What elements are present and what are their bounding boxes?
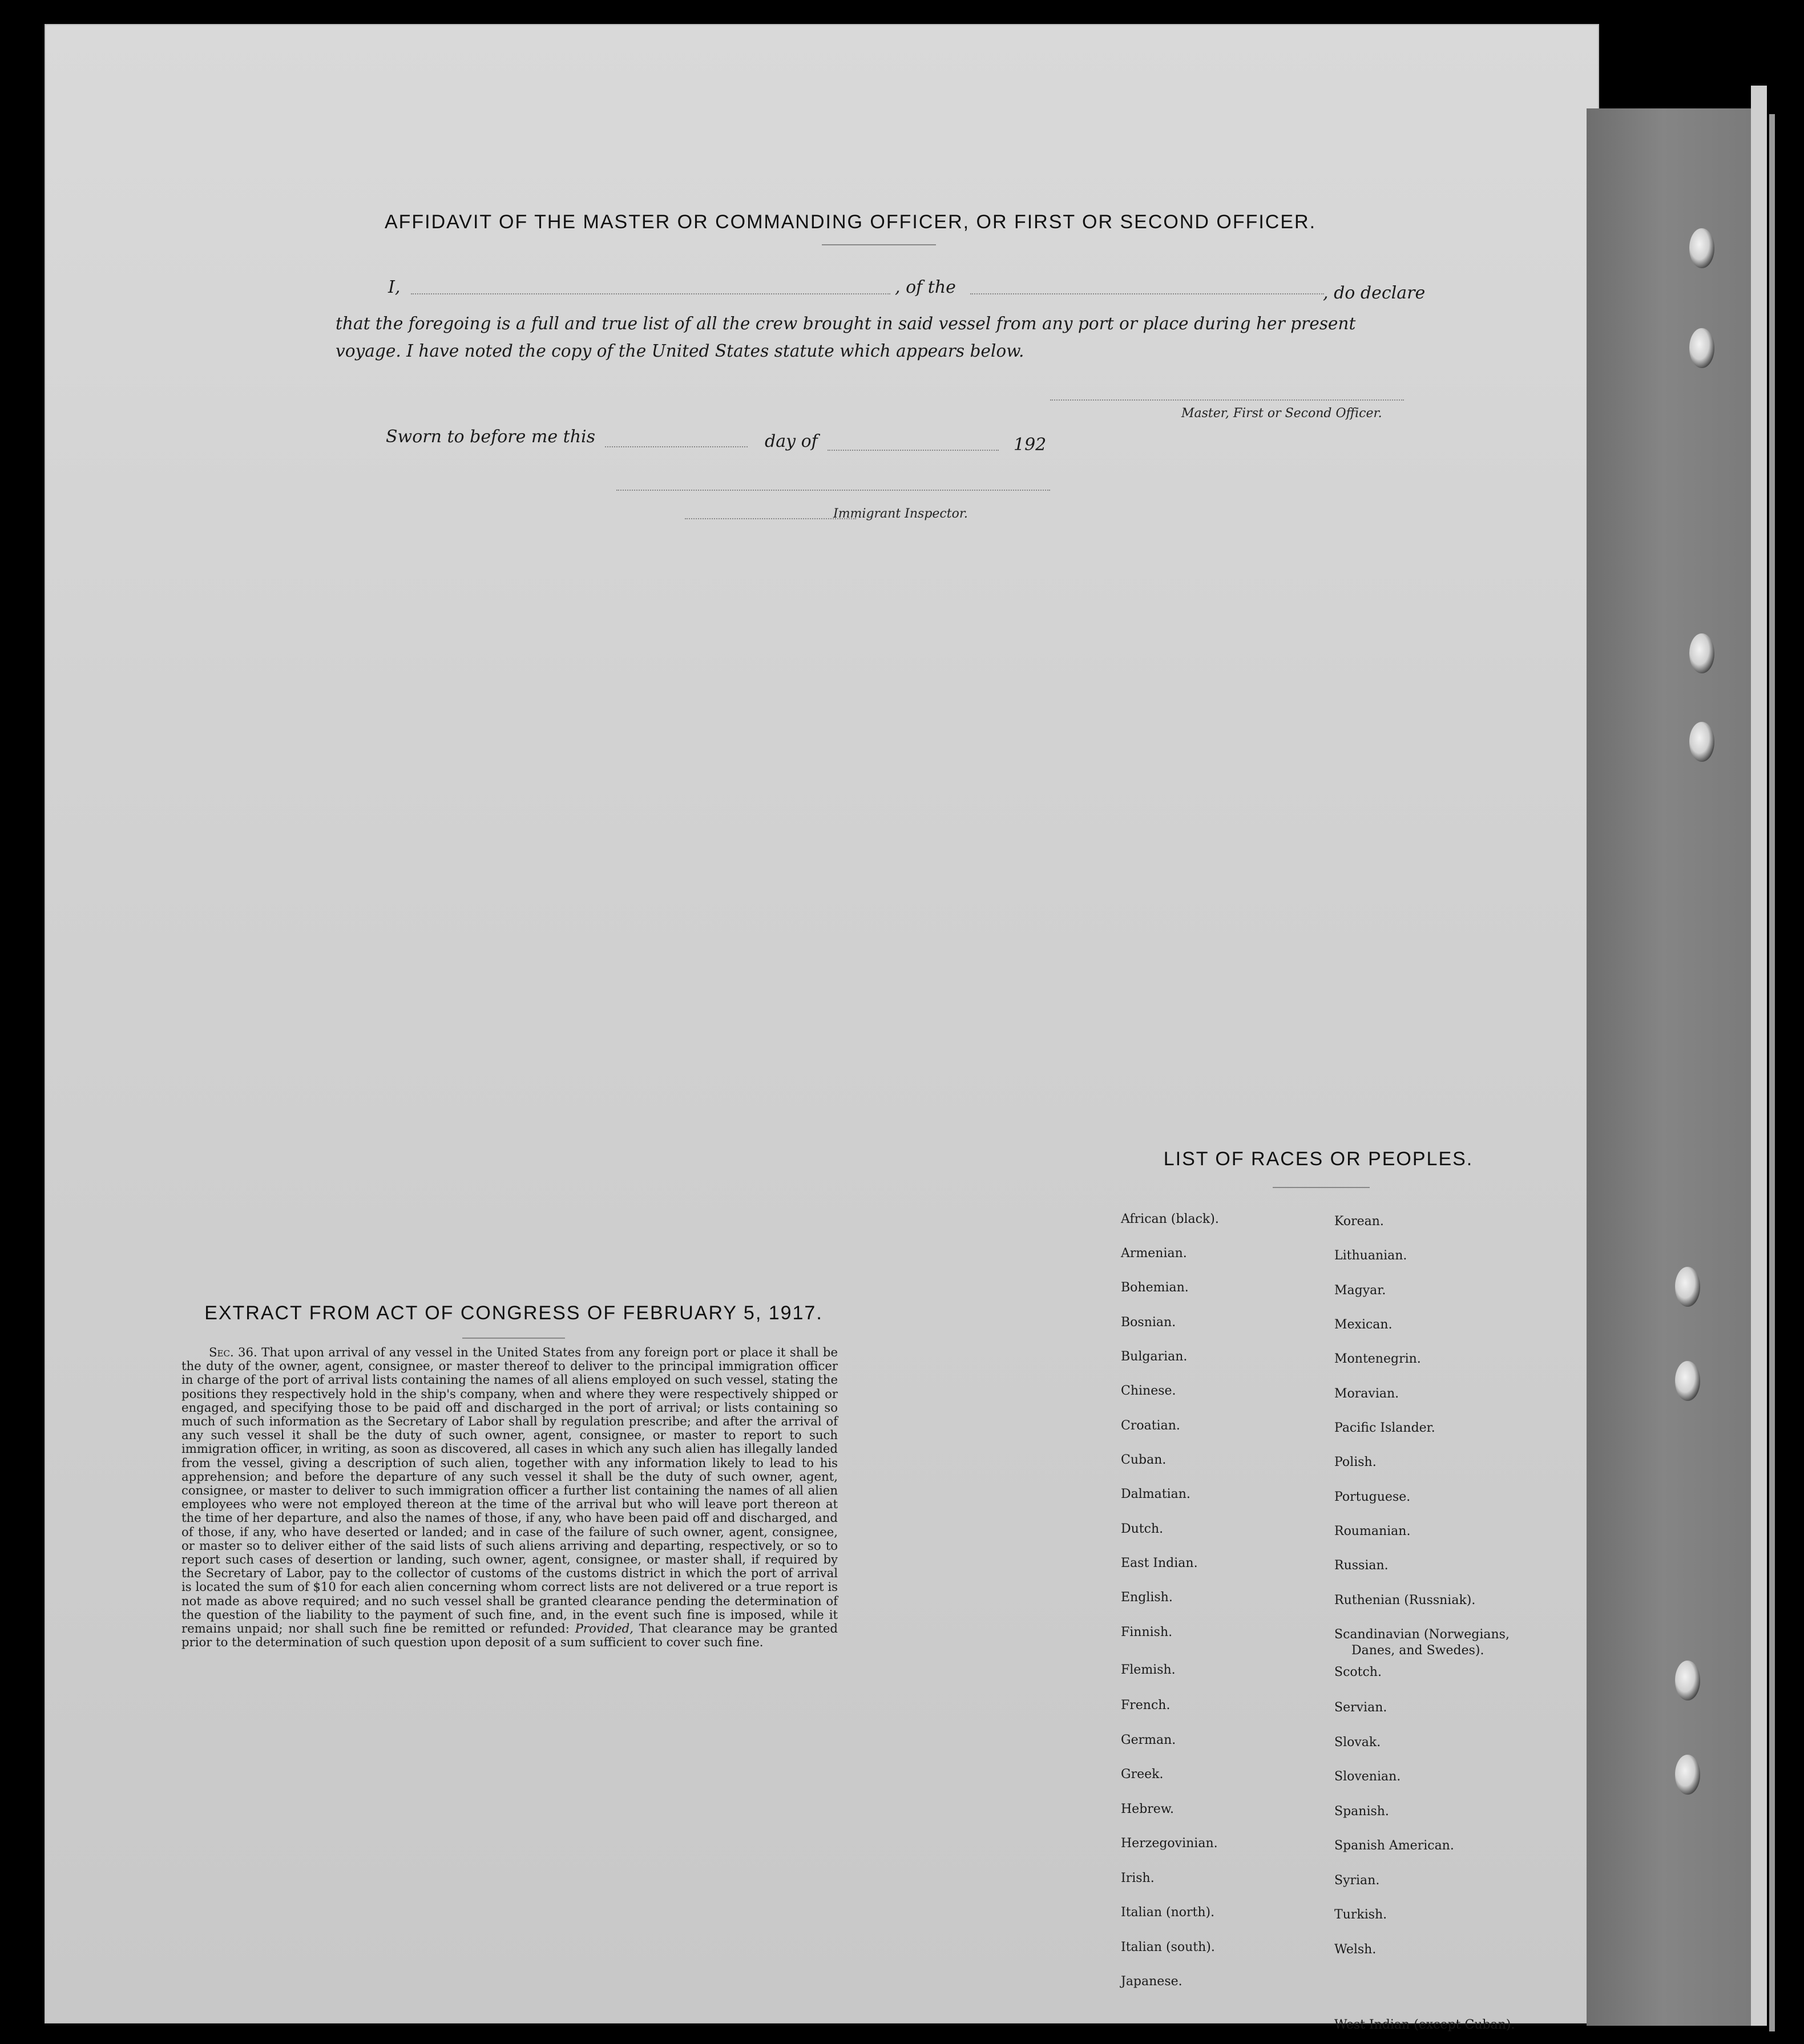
race-item: Armenian.: [1121, 1246, 1187, 1261]
race-item: Moravian.: [1334, 1387, 1399, 1401]
race-item: Russian.: [1334, 1558, 1389, 1573]
affidavit-text-line: voyage. I have noted the copy of the United States statute which appears below.: [336, 341, 1024, 361]
race-item: Portuguese.: [1334, 1490, 1411, 1504]
sworn-label: Sworn to before me this: [386, 427, 596, 447]
race-item: Welsh.: [1334, 1942, 1377, 1957]
race-item: African (black).: [1121, 1212, 1219, 1226]
race-item: Bulgarian.: [1121, 1350, 1188, 1364]
race-item: Syrian.: [1334, 1873, 1380, 1888]
affidavit-title: AFFIDAVIT OF THE MASTER OR COMMANDING OFFICER, OR FIRST OR SECOND OFFICER.: [384, 211, 1317, 233]
race-item: Turkish.: [1334, 1908, 1387, 1922]
page-edge-shadow: [1769, 114, 1775, 2031]
race-item: Bohemian.: [1121, 1280, 1189, 1295]
race-item: Finnish.: [1121, 1625, 1173, 1639]
vessel-field[interactable]: [970, 293, 1324, 294]
punch-hole: [1689, 328, 1714, 368]
races-title-rule: [1273, 1187, 1370, 1188]
year-label: 192: [1014, 435, 1047, 455]
race-item: Croatian.: [1121, 1419, 1180, 1433]
race-item: Italian (south).: [1121, 1940, 1215, 1954]
punch-hole: [1675, 1755, 1700, 1795]
race-item: Montenegrin.: [1334, 1352, 1421, 1366]
race-item: French.: [1121, 1698, 1171, 1712]
sworn-day-field[interactable]: [605, 446, 748, 447]
sworn-month-field[interactable]: [828, 450, 999, 451]
race-item: Mexican.: [1334, 1318, 1393, 1332]
race-item: Italian (north).: [1121, 1905, 1215, 1920]
extract-title: EXTRACT FROM ACT OF CONGRESS OF FEBRUARY 5, 1917.: [204, 1302, 823, 1324]
race-item: West Indian (except Cuban).: [1334, 2018, 1515, 2032]
section-label: Sec. 36.: [209, 1345, 257, 1359]
race-item-continued: Danes, and Swedes).: [1351, 1643, 1484, 1658]
races-title: LIST OF RACES OR PEOPLES.: [1163, 1148, 1474, 1170]
race-item: Spanish.: [1334, 1804, 1389, 1819]
punch-hole: [1689, 633, 1714, 673]
race-item: Scandinavian (Norwegians,: [1334, 1627, 1510, 1642]
binder-strip: [1587, 108, 1758, 2026]
of-the-label: , of the: [895, 277, 956, 297]
race-item: Irish.: [1121, 1871, 1155, 1885]
page-edge: [1751, 86, 1767, 2026]
day-of-label: day of: [765, 431, 818, 451]
provided-label: Provided,: [575, 1621, 633, 1636]
race-item: Cuban.: [1121, 1453, 1167, 1467]
race-item: Ruthenian (Russniak).: [1334, 1593, 1476, 1607]
race-item: Scotch.: [1334, 1665, 1382, 1679]
punch-hole: [1675, 1661, 1700, 1700]
race-item: Flemish.: [1121, 1663, 1176, 1677]
race-item: Servian.: [1334, 1700, 1387, 1715]
race-item: Korean.: [1334, 1214, 1384, 1229]
extract-title-rule: [462, 1338, 565, 1339]
race-item: Japanese.: [1121, 1974, 1183, 1989]
race-item: Herzegovinian.: [1121, 1836, 1218, 1851]
title-rule: [822, 244, 936, 245]
race-item: Hebrew.: [1121, 1802, 1175, 1816]
extract-body: [181, 1346, 838, 1649]
race-item: Slovak.: [1334, 1735, 1381, 1750]
race-item: Slovenian.: [1334, 1770, 1401, 1784]
extract-text-continued: That clearance may be granted prior to the determination of such question upon deposit of a sum sufficient to cover such fine.: [181, 1621, 838, 1650]
race-item: Polish.: [1334, 1455, 1377, 1469]
inspector-signature-line[interactable]: [616, 490, 1050, 491]
officer-signature-line[interactable]: [1050, 399, 1404, 401]
race-item: Magyar.: [1334, 1283, 1386, 1298]
extract-text: That upon arrival of any vessel in the United States from any foreign port or place it shall be the duty of the owner, agent, consignee, or master thereof to deliver to the principal immigration officer in charge of the port of arrival lists containing the names of all aliens employed on such vessel, stating the positions they respectively hold in the ship's company, when and where they were respectively shipped or engaged, and specifying those to be paid off and discharged in the port of arrival; or lists containing so much of such information as the Secretary of Labor shall by regulation prescribe; and after the arrival of any such vessel it shall be the duty of such owner, agent, consignee, or master to report to such immigration officer, in writing, as soon as discovered, all cases in which any such alien has illegally landed from the vessel, giving a description of such alien, together with any information likely to lead to his apprehension; and before the departure of any such vessel it shall be the duty of such owner, agent, consignee, or master to deliver to such immigration officer a further list containing the names of all alien employees who were not employed thereon at the time of the arrival but who will leave port thereon at the time of her departure, and also the names of those, if any, who have been paid off and discharged, and of those, if any, who have deserted or landed; and in case of the failure of such owner, agent, consignee, or master so to deliver either of the said lists of such aliens arriving and departing, respectively, or so to report such cases of desertion or landing, such owner, agent, consignee, or master shall, if required by the Secretary of Labor, pay to the collector of customs of the customs district in which the port of arrival is located the sum of $10 for each alien concerning whom correct lists are not delivered or a true report is not made as above required; and no such vessel shall be granted clearance pending the determination of the question of the liability to the payment of such fine, and, in the event such fine is imposed, while it remains unpaid; nor shall such fine be remitted or refunded:: [181, 1345, 838, 1636]
punch-hole: [1675, 1361, 1700, 1401]
signature-label: Master, First or Second Officer.: [1181, 406, 1382, 421]
punch-hole: [1689, 722, 1714, 762]
inspector-label: Immigrant Inspector.: [833, 507, 968, 521]
race-item: Greek.: [1121, 1767, 1164, 1782]
race-item: Bosnian.: [1121, 1315, 1176, 1330]
race-item: East Indian.: [1121, 1556, 1198, 1570]
punch-hole: [1675, 1267, 1700, 1307]
race-item: Dutch.: [1121, 1522, 1164, 1536]
name-field[interactable]: [411, 293, 890, 294]
inspector-signature-underline: [685, 518, 856, 519]
i-label: I,: [388, 277, 401, 297]
punch-hole: [1689, 228, 1714, 268]
race-item: Dalmatian.: [1121, 1487, 1190, 1501]
race-item: Chinese.: [1121, 1384, 1176, 1398]
do-declare-label: , do declare: [1323, 283, 1426, 303]
race-item: Pacific Islander.: [1334, 1421, 1435, 1435]
race-item: Spanish American.: [1334, 1839, 1454, 1853]
race-item: Lithuanian.: [1334, 1249, 1407, 1263]
race-item: English.: [1121, 1590, 1173, 1605]
race-item: Roumanian.: [1334, 1524, 1411, 1538]
race-item: German.: [1121, 1733, 1176, 1747]
affidavit-text-line: that the foregoing is a full and true list of all the crew brought in said vessel from any port or place during her present: [336, 314, 1356, 333]
